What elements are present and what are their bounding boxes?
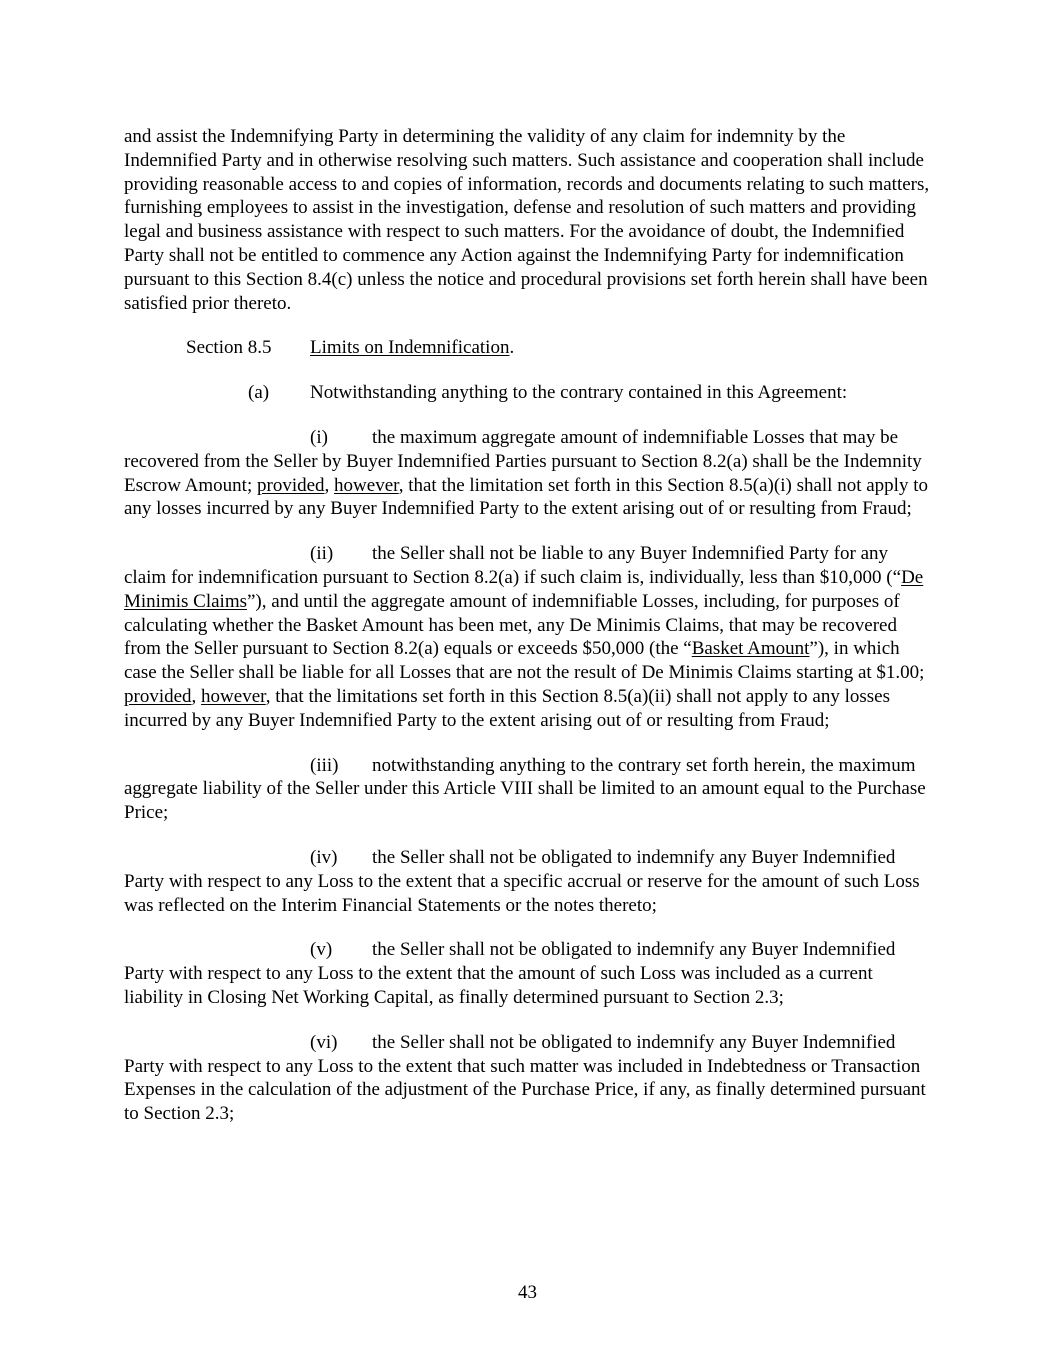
clause-i-however: however: [334, 474, 399, 496]
section-title: Limits on Indemnification: [310, 337, 510, 359]
clause-ii-however: however: [201, 685, 266, 707]
clause-iv-label: (iv): [310, 846, 338, 868]
clause-i-label: (i): [310, 426, 328, 448]
clause-i-comma: ,: [324, 474, 335, 496]
clause-vi-label: (vi): [310, 1031, 338, 1053]
clause-iv-text: the Seller shall not be obligated to indemnify any Buyer Indemnified Party with respect to any Loss to the extent that a specific accrual or reserve for the amount of such Loss was reflected on the Interim Financial Statements or the notes thereto;: [124, 846, 920, 916]
clause-vi: [124, 1031, 932, 1126]
subsection-a: [124, 381, 932, 405]
clause-vi-text: the Seller shall not be obligated to indemnify any Buyer Indemnified Party with respect to any Loss to the extent that such matter was included in Indebtedness or Transaction Expenses in the calculation of the adjustment of the Purchase Price, if any, as finally determined pursuant to Section 2.3;: [124, 1031, 926, 1125]
page-number: 43: [518, 1282, 537, 1303]
intro-paragraph: and assist the Indemnifying Party in determining the validity of any claim for indemnity by the Indemnified Party and in otherwise resolving such matters. Such assistance and cooperation shall include providing reasonable access to and copies of information, records and documents relating to such matters, furnishing employees to assist in the investigation, defense and resolution of such matters and providing legal and business assistance with respect to such matters. For the avoidance of doubt, the Indemnified Party shall not be entitled to commence any Action against the Indemnifying Party for indemnification pursuant to this Section 8.4(c) unless the notice and procedural provisions set forth herein shall have been satisfied prior thereto.: [124, 126, 930, 314]
clause-iii: [124, 754, 932, 825]
section-title-punct: .: [509, 337, 515, 359]
section-number: Section 8.5: [186, 337, 272, 359]
subsection-a-label: (a): [248, 382, 270, 404]
clause-ii: [124, 542, 932, 732]
clause-v: [124, 938, 932, 1009]
clause-ii-text-2: ”), and until the aggregate amount of indemnifiable Losses, including, for purposes of calculating whether the Basket Amount has been met, any De Minimis Claims, that may be recovered from the Seller pursuant to Section 8.2(a) equals or exceeds $50,000 (the “: [124, 590, 900, 660]
clause-iii-label: (iii): [310, 754, 339, 776]
clause-ii-label: (ii): [310, 543, 334, 565]
clause-ii-text-3: ”), in which case the Seller shall be liable for all Losses that are not the result of De Minimis Claims starting at $1.00;: [124, 638, 925, 684]
clause-v-label: (v): [310, 939, 333, 961]
de-minimis-claims-term: De Minimis Claims: [124, 566, 924, 612]
clause-i-text-1: the maximum aggregate amount of indemnifiable Losses that may be recovered from the Seller by Buyer Indemnified Parties pursuant to Section 8.2(a) shall be the Indemnity Escrow Amount;: [124, 426, 922, 496]
clause-ii-comma: ,: [191, 685, 202, 707]
clause-ii-text-4: , that the limitations set forth in this Section 8.5(a)(ii) shall not apply to any losses incurred by any Buyer Indemnified Party to the extent arising out of or resulting from Fraud;: [124, 685, 890, 731]
clause-i-text-2: , that the limitation set forth in this Section 8.5(a)(i) shall not apply to any losses incurred by any Buyer Indemnified Party to the extent arising out of or resulting from Fraud;: [124, 474, 928, 520]
clause-i: [124, 426, 932, 521]
clause-v-text: the Seller shall not be obligated to indemnify any Buyer Indemnified Party with respect to any Loss to the extent that the amount of such Loss was included as a current liability in Closing Net Working Capital, as finally determined pursuant to Section 2.3;: [124, 939, 896, 1008]
basket-amount-term: Basket Amount: [691, 638, 810, 660]
clause-iii-text: notwithstanding anything to the contrary set forth herein, the maximum aggregate liability of the Seller under this Article VIII shall be limited to an amount equal to the Purchase Price;: [124, 754, 926, 824]
section-heading: [124, 336, 932, 360]
clause-ii-text-1: the Seller shall not be liable to any Buyer Indemnified Party for any claim for indemnification pursuant to Section 8.2(a) if such claim is, individually, less than $10,000 (“: [124, 543, 902, 588]
clause-ii-provided: provided: [124, 685, 192, 707]
clause-iv: [124, 846, 932, 917]
clause-i-provided: provided: [257, 474, 325, 496]
document-page: [124, 125, 932, 1126]
subsection-a-text: Notwithstanding anything to the contrary contained in this Agreement:: [310, 382, 848, 404]
